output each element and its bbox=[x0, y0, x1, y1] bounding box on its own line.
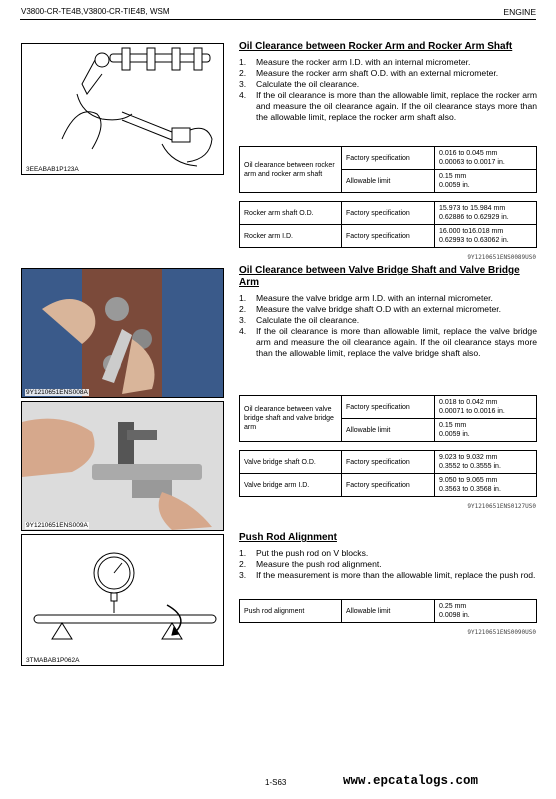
step-item: 4. If the oil clearance is more than allowable limit, replace the valve bridge arm and measure the oil clearance again. If the oil clearance stays more than the allowable limit, replace the valve bridge shaft also. bbox=[239, 326, 537, 358]
spec-value: 0.016 to 0.045 mm 0.00063 to 0.0017 in. bbox=[435, 147, 537, 170]
section-title: Push Rod Alignment bbox=[239, 532, 337, 543]
spec-value: 15.973 to 15.984 mm 0.62886 to 0.62929 in. bbox=[435, 202, 537, 225]
spec-item: Valve bridge shaft O.D. bbox=[240, 451, 342, 474]
spec-value: 16.000 to16.018 mm 0.62993 to 0.63062 in. bbox=[435, 225, 537, 248]
header-section: ENGINE bbox=[503, 7, 536, 17]
spec-table-dimensions bbox=[239, 450, 537, 497]
spec-label: Allowable limit bbox=[342, 170, 435, 193]
figure-caption: 9Y1210651ENS008A bbox=[26, 389, 88, 396]
spec-label: Factory specification bbox=[342, 396, 435, 419]
step-item: 3. Calculate the oil clearance. bbox=[239, 315, 360, 325]
step-item: 1. Put the push rod on V blocks. bbox=[239, 548, 369, 558]
engine-head-photo bbox=[22, 269, 223, 397]
section-title: Oil Clearance between Valve Bridge Shaft and Valve Bridge Arm bbox=[239, 265, 520, 288]
spec-value: 0.018 to 0.042 mm 0.00071 to 0.0016 in. bbox=[435, 396, 537, 419]
spec-value: 9.050 to 9.065 mm 0.3563 to 0.3568 in. bbox=[435, 474, 537, 497]
spec-value: 0.25 mm 0.0098 in. bbox=[435, 600, 537, 623]
header-rule bbox=[20, 19, 536, 20]
step-item: 2. Measure the rocker arm shaft O.D. with an external micrometer. bbox=[239, 68, 499, 78]
figure-valve-bridge-shaft bbox=[21, 401, 224, 531]
spec-label: Allowable limit bbox=[342, 419, 435, 442]
procedure-steps bbox=[239, 57, 537, 123]
spec-item: Rocker arm I.D. bbox=[240, 225, 342, 248]
step-item: 1. Measure the rocker arm I.D. with an internal micrometer. bbox=[239, 57, 471, 67]
spec-label: Factory specification bbox=[342, 451, 435, 474]
spec-item: Oil clearance between valve bridge shaft and valve bridge arm bbox=[240, 396, 342, 442]
spec-label: Factory specification bbox=[342, 474, 435, 497]
spec-table-oil-clearance bbox=[239, 395, 537, 442]
spec-item: Rocker arm shaft O.D. bbox=[240, 202, 342, 225]
rocker-arm-illustration bbox=[22, 44, 223, 174]
figure-valve-bridge-measure bbox=[21, 268, 224, 398]
reference-code: 9Y1210651ENS0089US0 bbox=[467, 254, 536, 261]
step-item: 3. Calculate the oil clearance. bbox=[239, 79, 360, 89]
spec-item: Oil clearance between rocker arm and rocker arm shaft bbox=[240, 147, 342, 193]
spec-value: 0.15 mm 0.0059 in. bbox=[435, 419, 537, 442]
spec-value: 0.15 mm 0.0059 in. bbox=[435, 170, 537, 193]
spec-label: Factory specification bbox=[342, 225, 435, 248]
spec-item: Valve bridge arm I.D. bbox=[240, 474, 342, 497]
step-item: 2. Measure the push rod alignment. bbox=[239, 559, 382, 569]
reference-code: 9Y1210651ENS0127US0 bbox=[467, 503, 536, 510]
spec-value: 9.023 to 9.032 mm 0.3552 to 0.3555 in. bbox=[435, 451, 537, 474]
procedure-steps bbox=[239, 548, 537, 581]
figure-caption: 3EEABAB1P123A bbox=[26, 166, 79, 173]
step-item: 2. Measure the valve bridge shaft O.D with an external micrometer. bbox=[239, 304, 502, 314]
step-item: 1. Measure the valve bridge arm I.D. with an internal micrometer. bbox=[239, 293, 493, 303]
reference-code: 9Y1210651ENS0090US0 bbox=[467, 629, 536, 636]
step-item: 3. If the measurement is more than the allowable limit, replace the push rod. bbox=[239, 570, 536, 580]
spec-table-dimensions bbox=[239, 201, 537, 248]
spec-label: Factory specification bbox=[342, 202, 435, 225]
website-watermark[interactable]: www.epcatalogs.com bbox=[343, 774, 479, 788]
step-item: 4. If the oil clearance is more than the allowable limit, replace the rocker arm and measure the oil clearance again. If the oil clearance stays more than the allowable limit, replace the rocker arm shaft also. bbox=[239, 90, 537, 122]
section-title: Oil Clearance between Rocker Arm and Rocker Arm Shaft bbox=[239, 41, 513, 52]
push-rod-diagram bbox=[22, 535, 223, 665]
spec-item: Push rod alignment bbox=[240, 600, 342, 623]
spec-label: Factory specification bbox=[342, 147, 435, 170]
procedure-steps bbox=[239, 293, 537, 359]
figure-caption: 3TMABAB1P062A bbox=[26, 657, 80, 664]
figure-rocker-arm bbox=[21, 43, 224, 175]
figure-push-rod-alignment bbox=[21, 534, 224, 666]
micrometer-photo bbox=[22, 402, 223, 530]
page-number: 1-S63 bbox=[265, 778, 287, 787]
spec-table-oil-clearance bbox=[239, 146, 537, 193]
header-model: V3800-CR-TE4B,V3800-CR-TIE4B, WSM bbox=[21, 7, 170, 16]
figure-caption: 9Y1210651ENS009A bbox=[26, 522, 88, 529]
spec-table-push-rod bbox=[239, 599, 537, 623]
spec-label: Allowable limit bbox=[342, 600, 435, 623]
